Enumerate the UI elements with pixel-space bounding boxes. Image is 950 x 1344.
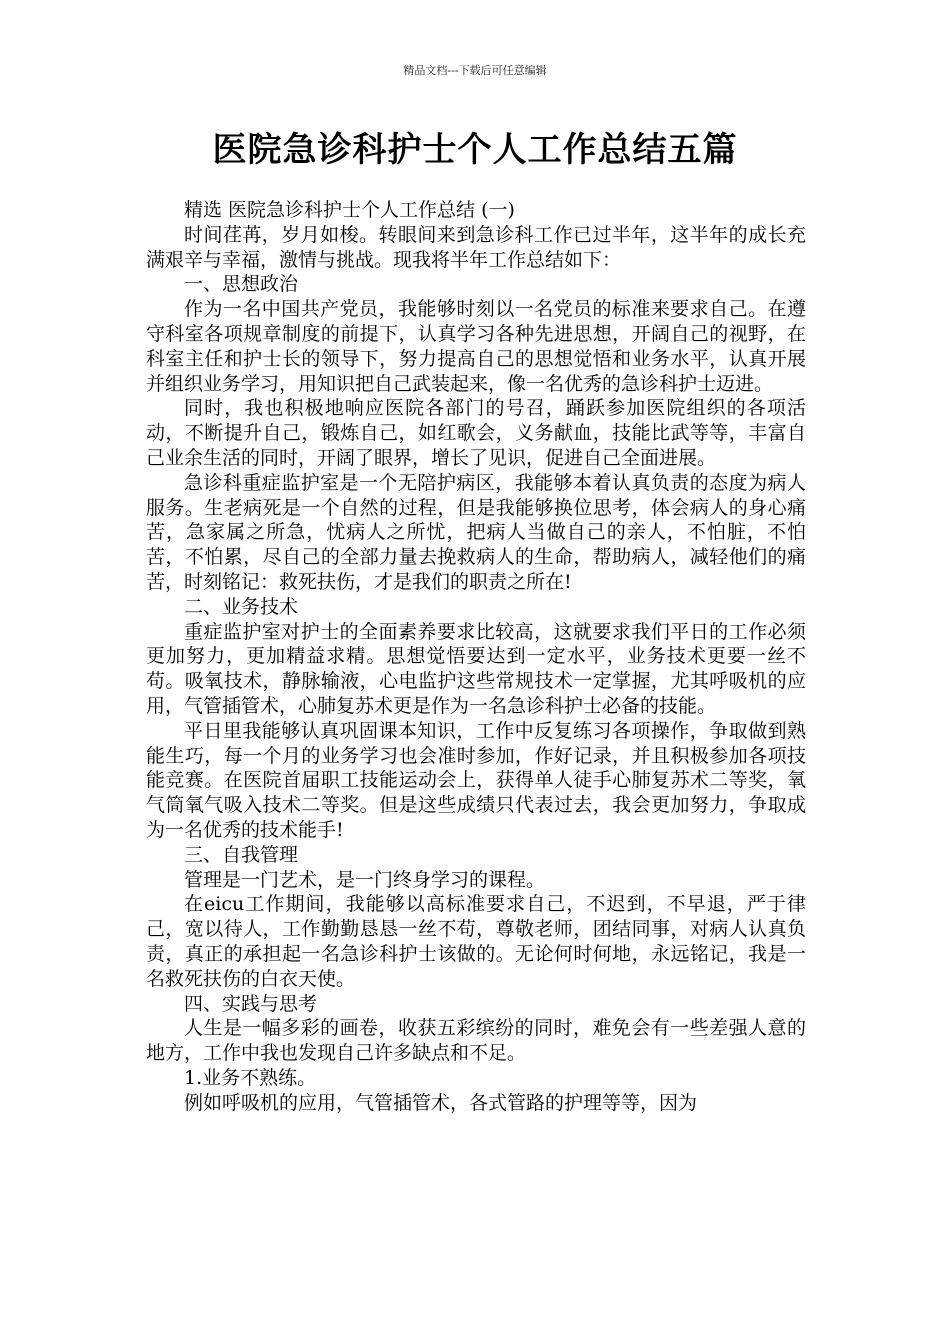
section-heading: 三、自我管理 bbox=[184, 843, 299, 866]
document-body bbox=[146, 198, 806, 1115]
paragraph: 作为一名中国共产党员，我能够时刻以一名党员的标准来要求自己。在遵守科室各项规章制度的前提下，认真学习各种先进思想，开阔自己的视野，在科室主任和护士长的领导下，努力提高自己的思想觉悟和业务水平，认真开展并组织业务学习，用知识把自己武装起来，像一名优秀的急诊科护士迈进。 bbox=[146, 298, 806, 395]
paragraph-section-intro: 精选 医院急诊科护士个人工作总结 (一) bbox=[184, 199, 515, 221]
paragraph: 人生是一幅多彩的画卷，收获五彩缤纷的同时，难免会有一些差强人意的地方，工作中我也发现自己许多缺点和不足。 bbox=[146, 1017, 806, 1065]
section-heading: 一、思想政治 bbox=[184, 273, 299, 296]
paragraph: 平日里我能够认真巩固课本知识，工作中反复练习各项操作，争取做到熟能生巧，每一个月的业务学习也会准时参加，作好记录，并且积极参加各项技能竞赛。在医院首届职工技能运动会上，获得单人徒手心肺复苏术二等奖，氧气筒氧气吸入技术二等奖。但是这些成绩只代表过去，我会更加努力，争取成为一名优秀的技术能手! bbox=[146, 719, 806, 841]
paragraph: 急诊科重症监护室是一个无陪护病区，我能够本着认真负责的态度为病人服务。生老病死是一个自然的过程，但是我能够换位思考，体会病人的身心痛苦，急家属之所急，忧病人之所忧，把病人当做自己的亲人，不怕脏，不怕苦，不怕累，尽自己的全部力量去挽救病人的生命，帮助病人，减轻他们的痛苦，时刻铭记：救死扶伤，才是我们的职责之所在! bbox=[146, 471, 806, 593]
section-heading: 四、实践与思考 bbox=[184, 992, 318, 1015]
paragraph: 同时，我也积极地响应医院各部门的号召，踊跃参加医院组织的各项活动，不断提升自己，锻炼自己，如红歌会，义务献血，技能比武等等，丰富自己业余生活的同时，开阔了眼界，增长了见识，促进自己全面进展。 bbox=[146, 397, 806, 469]
paragraph: 时间荏苒，岁月如梭。转眼间来到急诊科工作已过半年，这半年的成长充满艰辛与幸福，激情与挑战。现我将半年工作总结如下： bbox=[146, 223, 806, 271]
paragraph: 例如呼吸机的应用，气管插管术，各式管路的护理等等，因为 bbox=[184, 1091, 698, 1114]
list-item-heading: 1.业务不熟练。 bbox=[184, 1066, 317, 1089]
page-header-note: 精品文档---下载后可任意编辑 bbox=[403, 64, 547, 77]
paragraph: 管理是一门艺术，是一门终身学习的课程。 bbox=[184, 868, 546, 891]
paragraph: 在eicu工作期间，我能够以高标准要求自己，不迟到，不早退，严于律己，宽以待人，工作勤勤恳恳一丝不苟，尊敬老师，团结同事，对病人认真负责，真正的承担起一名急诊科护士该做的。无论何时何地，永远铭记，我是一名救死扶伤的白衣天使。 bbox=[146, 893, 806, 990]
section-heading: 二、业务技术 bbox=[184, 595, 299, 618]
document-title: 医院急诊科护士个人工作总结五篇 bbox=[212, 130, 738, 170]
paragraph: 重症监护室对护士的全面素养要求比较高，这就要求我们平日的工作必须更加努力，更加精益求精。思想觉悟要达到一定水平，业务技术更要一丝不苟。吸氧技术，静脉输液，心电监护这些常规技术一定掌握，尤其呼吸机的应用，气管插管术，心肺复苏术更是作为一名急诊科护士必备的技能。 bbox=[146, 620, 806, 717]
